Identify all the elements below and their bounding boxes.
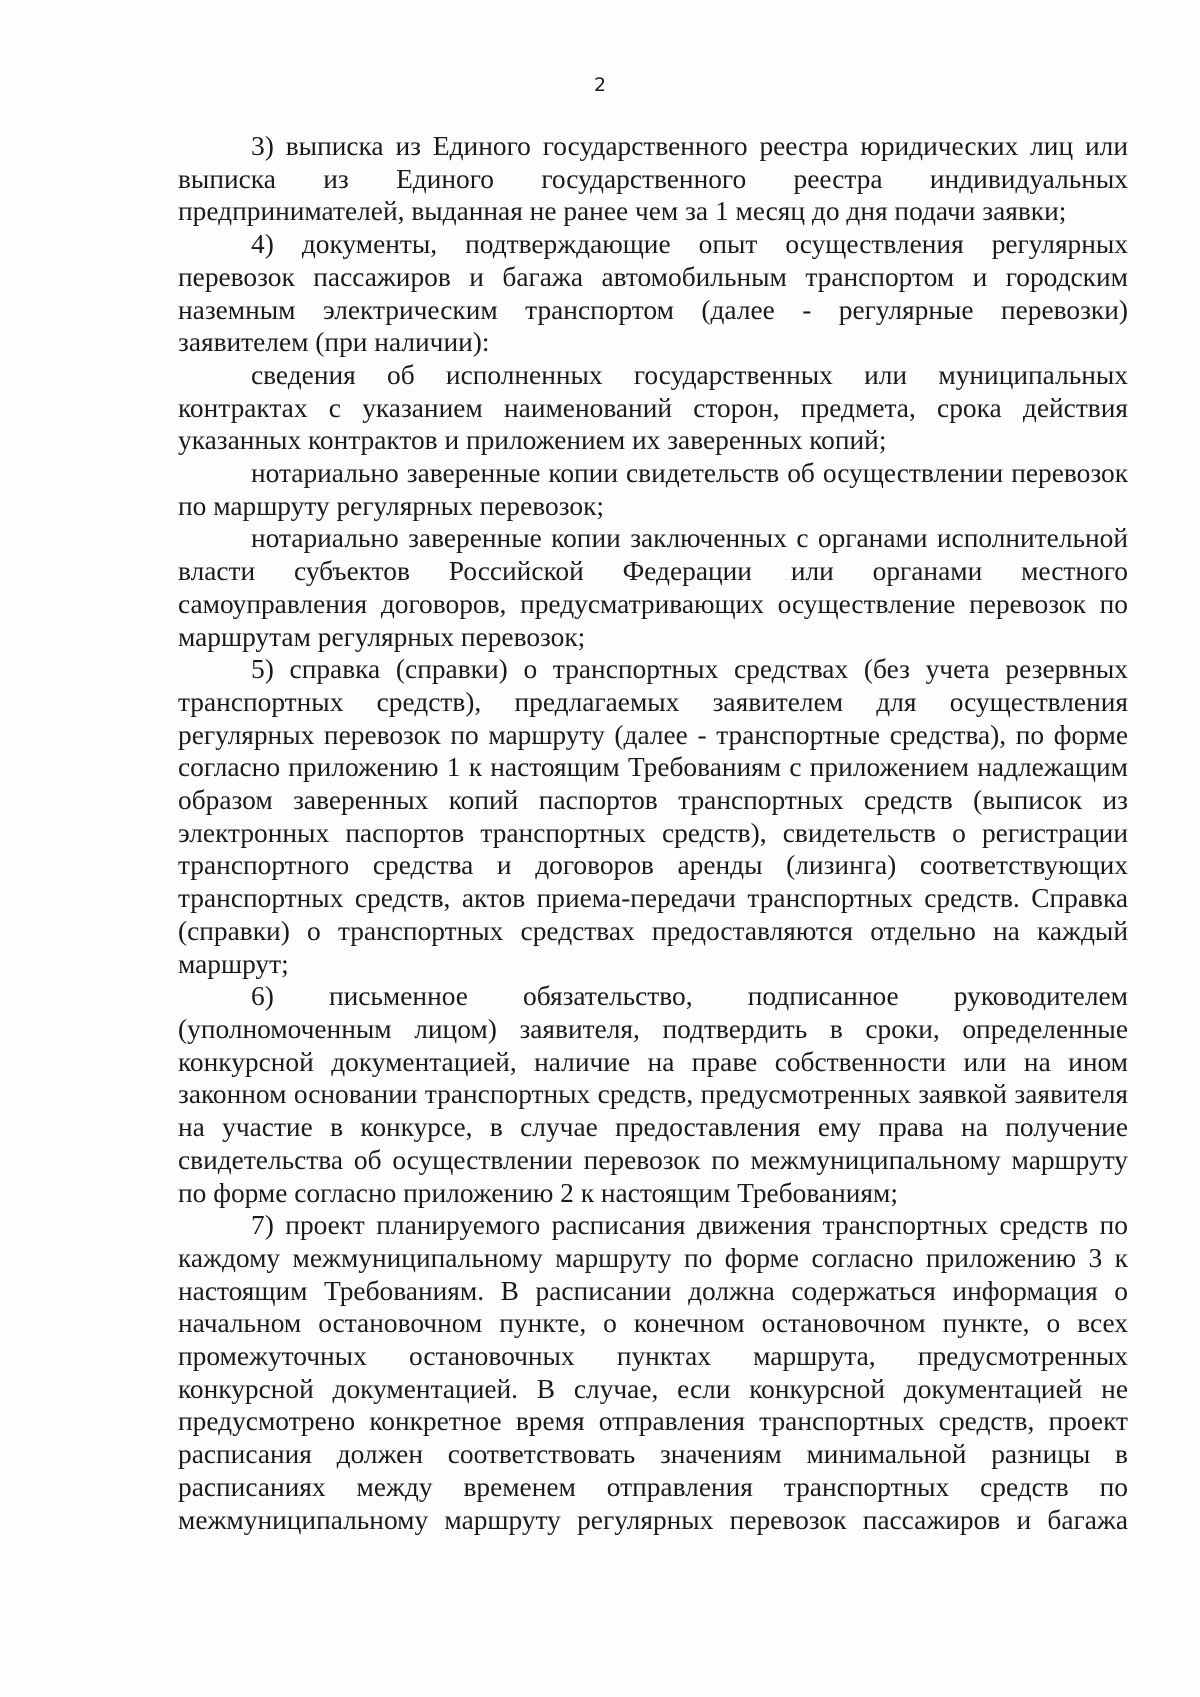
paragraph-item-5: 5) справка (справки) о транспортных средствах (без учета резервных транспортных средств), предлагаемых заявителем для осуществления регулярных перевозок по маршруту (далее - транспортные средства), по форме согласно приложению 1 к настоящим Требованиям с приложением надлежащим образом заверенных копий паспортов транспортных средств (выписок из электронных паспортов транспортных средств), свидетельств о регистрации транспортного средства и договоров аренды (лизинга) соответствующих транспортных средств, актов приема-передачи транспортных средств. Справка (справки) о транспортных средствах предоставляются отдельно на каждый маршрут; [178,654,1128,979]
paragraph-notarized-agreements: нотариально заверенные копии заключенных с органами исполнительной власти субъектов Российской Федерации или органами местного самоуправления договоров, предусматривающих осуществление перевозок по маршрутам регулярных перевозок; [178,523,1128,652]
paragraph-item-6: 6) письменное обязательство, подписанное руководителем (уполномоченным лицом) заявителя, подтвердить в сроки, определенные конкурсной документацией, наличие на праве собственности или на ином законном основании транспортных средств, предусмотренных заявкой заявителя на участие в конкурсе, в случае предоставления ему права на получение свидетельства об осуществлении перевозок по межмуниципальному маршруту по форме согласно приложению 2 к настоящим Требованиям; [178,981,1128,1208]
paragraph-item-7: 7) проект планируемого расписания движения транспортных средств по каждому межмуниципальному маршруту по форме согласно приложению 3 к настоящим Требованиям. В расписании должна содержаться информация о начальном остановочном пункте, о конечном остановочном пункте, о всех промежуточных остановочных пунктах маршрута, предусмотренных конкурсной документацией. В случае, если конкурсной документацией не предусмотрено конкретное время отправления транспортных средств, проект расписания должен соответствовать значениям минимальной разницы в расписаниях между временем отправления транспортных средств по межмуниципальному маршруту регулярных перевозок пассажиров и багажа [178,1210,1128,1535]
document-body [178,130,1128,1536]
paragraph-contracts-info: сведения об исполненных государственных или муниципальных контрактах с указанием наименований сторон, предмета, срока действия указанных контрактов и приложением их заверенных копий; [178,359,1128,456]
paragraph-item-3: 3) выписка из Единого государственного реестра юридических лиц или выписка из Единого государственного реестра индивидуальных предпринимателей, выданная не ранее чем за 1 месяц до дня подачи заявки; [178,131,1128,227]
paragraph-item-4: 4) документы, подтверждающие опыт осуществления регулярных перевозок пассажиров и багажа автомобильным транспортом и городским наземным электрическим транспортом (далее - регулярные перевозки) заявителем (при наличии): [178,229,1128,358]
page-number: 2 [593,74,607,96]
paragraph-notarized-certificates: нотариально заверенные копии свидетельств об осуществлении перевозок по маршруту регулярных перевозок; [178,458,1128,521]
